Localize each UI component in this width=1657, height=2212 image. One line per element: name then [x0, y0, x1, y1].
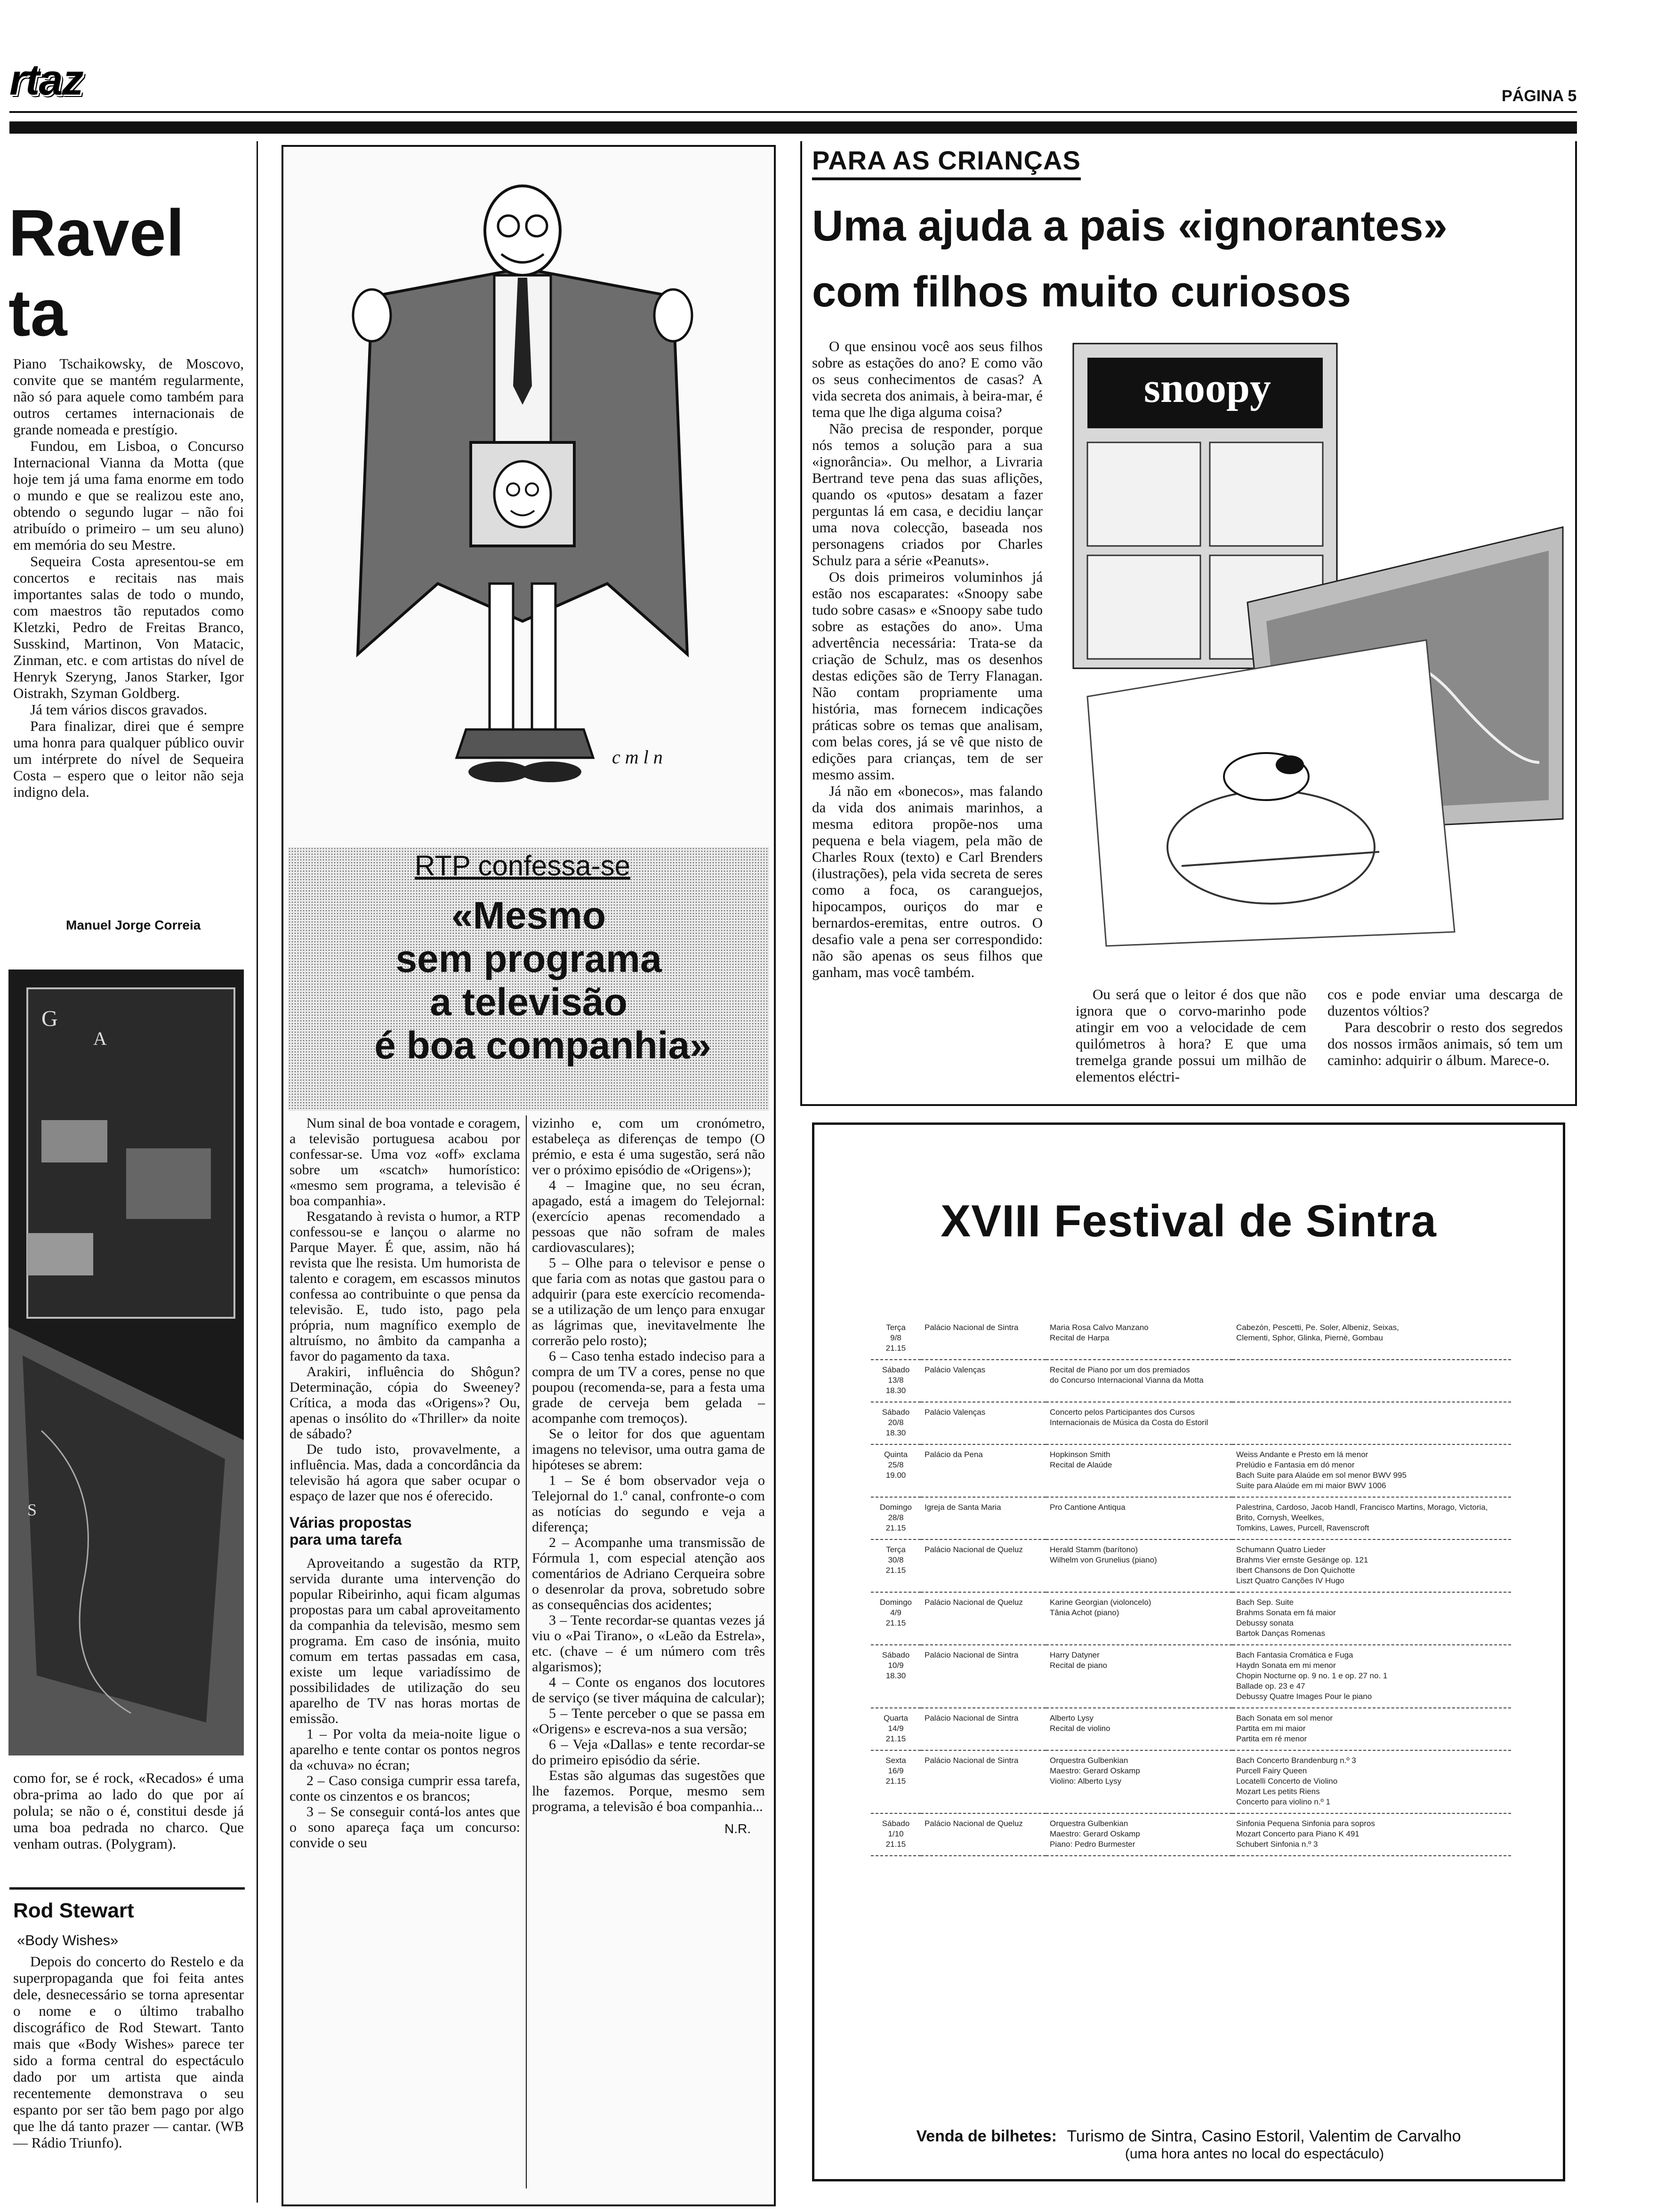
festival-performers — [1046, 1750, 1232, 1813]
festival-date — [871, 1360, 921, 1402]
festival-program — [1232, 1645, 1511, 1708]
festival-venue — [921, 1497, 1046, 1539]
svg-text:S: S — [27, 1500, 37, 1519]
festival-date-line: 18.30 — [885, 1671, 906, 1680]
festival-program — [1232, 1497, 1511, 1539]
festival-performers-line: Wilhelm von Grunelius (piano) — [1050, 1555, 1157, 1564]
festival-date-line: 21.15 — [885, 1523, 906, 1532]
left-paragraph: Piano Tschaikowsky, de Moscovo, convite que se mantém regularmente, não só para aquele como também para outros certames internacionais de grande nomeada e prestígio. — [13, 355, 244, 438]
rtp-headline — [288, 894, 769, 1067]
festival-program-line: Debussy Quatre Images Pour le piano — [1236, 1692, 1372, 1701]
festival-program-line: Mozart Concerto para Piano K 491 — [1236, 1829, 1359, 1838]
festival-program-line: Schubert Sinfonia n.º 3 — [1236, 1840, 1318, 1849]
festival-program — [1232, 1539, 1511, 1592]
festival-date — [871, 1813, 921, 1856]
festival-date-line: 21.15 — [885, 1619, 906, 1627]
festival-program — [1232, 1402, 1511, 1444]
rtp-paragraph: 1 – Por volta da meia-noite ligue o aparelho e tente contar os pontos negros da «chuva» no écran; — [290, 1726, 520, 1773]
cartoon-signature: c m l n — [612, 746, 663, 768]
festival-performers — [1046, 1444, 1232, 1497]
festival-performers-line: Internacionais de Música da Costa do Estoril — [1050, 1418, 1208, 1427]
festival-venue-line: Palácio da Pena — [925, 1450, 983, 1459]
festival-performers-line: Concerto pelos Participantes dos Cursos — [1050, 1408, 1195, 1417]
festival-program-line: Cabezón, Pescetti, Pe. Soler, Albeniz, Seixas, — [1236, 1323, 1399, 1332]
festival-program-line: Sinfonia Pequena Sinfonia para sopros — [1236, 1819, 1375, 1828]
festival-date-line: 21.15 — [885, 1734, 906, 1743]
rtp-column-divider — [526, 1115, 527, 2188]
festival-program-line: Mozart Les petits Riens — [1236, 1787, 1320, 1796]
festival-performers-line: Tânia Achot (piano) — [1050, 1608, 1119, 1617]
rtp-paragraph: Arakiri, influência do Shôgun? Determinação, cópia do Sweeney? Crítica, a moda das «Origens»? Ou, apenas o insólito do «Thriller» da noite de sábado? — [290, 1364, 520, 1442]
festival-schedule — [871, 1318, 1511, 1856]
festival-program-line: Bach Suite para Alaúde em sol menor BWV 995 — [1236, 1471, 1407, 1480]
festival-date-line: 1/10 — [888, 1829, 904, 1838]
festival-date — [871, 1402, 921, 1444]
festival-program-line: Bach Sonata em sol menor — [1236, 1714, 1333, 1723]
festival-venue-line: Palácio Nacional de Sintra — [925, 1756, 1019, 1765]
festival-program — [1232, 1708, 1511, 1750]
left-section-rule — [9, 1887, 245, 1890]
festival-program-line: Weiss Andante e Presto em lá menor — [1236, 1450, 1368, 1459]
festival-program-line: Bartok Danças Romenas — [1236, 1629, 1325, 1638]
rod-stewart-text: Depois do concerto do Restelo e da superpropaganda que foi feita antes dele, desnecessário se torna apresentar o nome e o último trabalho discográfico de Rod Stewart. Tanto mais que «Body Wishes» parece ter sido a forma central do espectáculo dado por um artista que ainda recentemente demonstrava o seu espanto por ser tão bem pago por algo que lhe dá tanto prazer — cantar. (WB — Rádio Triunfo). — [13, 1953, 244, 2151]
festival-performers-line: Recital de Piano por um dos premiados — [1050, 1365, 1190, 1374]
rod-stewart-heading: Rod Stewart — [13, 1899, 134, 1922]
festival-program-line: Palestrina, Cardoso, Jacob Handl, Francisco Martins, Morago, Victoria, Brito, Cornysh, Weelkes, — [1236, 1503, 1488, 1522]
svg-text:A: A — [93, 1028, 107, 1049]
festival-date — [871, 1444, 921, 1497]
festival-date-line: Quinta — [884, 1450, 908, 1459]
festival-venue-line: Palácio Valenças — [925, 1408, 986, 1417]
children-paragraph: Já não em «bonecos», mas falando da vida dos animais marinhos, a mesma editora propõe-nos uma pequena e bela viagem, pela mão de Charles Roux (texto) e Carl Brenders (ilustrações), pela vida secreta de seres como a foca, os caranguejos, hipocampos, ouriços do mar e bernardos-eremitas, entre outros. O desafio vale a pena ser correspondido: não são apenas os seus filhos que ganham, mas você também. — [812, 783, 1043, 980]
children-column-3 — [1327, 986, 1563, 1068]
rtp-paragraph: 4 – Conte os enganos dos locutores de serviço (se tiver máquina de calcular); — [532, 1675, 765, 1706]
festival-program-line: Partita em mi maior — [1236, 1724, 1306, 1733]
festival-program-line: Concerto para violino n.º 1 — [1236, 1797, 1330, 1806]
festival-venue — [921, 1750, 1046, 1813]
festival-performers — [1046, 1708, 1232, 1750]
festival-venue-line: Palácio Nacional de Queluz — [925, 1598, 1023, 1607]
svg-text:G: G — [41, 1006, 58, 1031]
left-paragraph: Já tem vários discos gravados. — [30, 701, 208, 718]
festival-performers — [1046, 1318, 1232, 1360]
festival-venue-line: Igreja de Santa Maria — [925, 1503, 1001, 1512]
festival-date-line: Terça — [886, 1545, 906, 1554]
festival-row — [871, 1645, 1511, 1708]
festival-program-line: Bach Fantasia Cromática e Fuga — [1236, 1651, 1353, 1659]
festival-date-line: Sábado — [882, 1819, 910, 1828]
festival-row — [871, 1750, 1511, 1813]
festival-date-line: Sábado — [882, 1651, 910, 1659]
snoopy-book-photo — [1069, 339, 1568, 951]
section-kicker: PARA AS CRIANÇAS — [812, 144, 1081, 180]
festival-row — [871, 1497, 1511, 1539]
festival-date — [871, 1708, 921, 1750]
rtp-paragraph: De tudo isto, provavelmente, a influência. Mas, dada a concordância da televisão há agora que saber ocupar o espaço de lazer que nos é oferecido. — [290, 1442, 520, 1504]
festival-date — [871, 1592, 921, 1645]
rtp-paragraph: 1 – Se é bom observador veja o Telejornal do 1.º canal, confronte-o com as notícias do segundo e veja a diferença; — [532, 1473, 765, 1535]
rtp-paragraph: Aproveitando a sugestão da RTP, servida durante uma intervenção do popular Ribeirinho, aqui ficam algumas propostas para um cabal aproveitamento da companhia da televisão, mesmo sem programa. Em caso de insónia, muito comum em tertas passadas em casa, existe um leque variadíssimo de possibilidades de utilização do seu aparelho de TV nas horas mortas de emissão. — [290, 1555, 520, 1726]
festival-date-line: 18.30 — [885, 1386, 906, 1395]
festival-date-line: 13/8 — [888, 1376, 904, 1385]
rtp-headline-line: a televisão — [430, 981, 627, 1024]
rtp-subheading: Várias propostas para uma tarefa — [290, 1514, 412, 1548]
festival-performers-line: Piano: Pedro Burmester — [1050, 1840, 1135, 1849]
festival-performers — [1046, 1402, 1232, 1444]
festival-venue-line: Palácio Nacional de Sintra — [925, 1651, 1019, 1659]
masthead-logo: rtaz — [9, 56, 83, 104]
festival-program — [1232, 1318, 1511, 1360]
festival-program-line: Purcell Fairy Queen — [1236, 1766, 1307, 1775]
festival-venue — [921, 1539, 1046, 1592]
festival-date-line: 16/9 — [888, 1766, 904, 1775]
festival-program-line: Liszt Quatro Canções IV Hugo — [1236, 1576, 1344, 1585]
festival-row — [871, 1402, 1511, 1444]
children-paragraph: Não precisa de responder, porque nós temos a solução para a sua «ignorância». Ou melhor, a Livraria Bertrand teve pena das suas aflições, quando os «putos» desatam a fazer perguntas lá em casa, e decidiu lançar uma nova colecção, baseada nos personagens criados por Charles Schulz para a série «Peanuts». — [812, 420, 1043, 569]
festival-program-line: Tomkins, Lawes, Purcell, Ravenscroft — [1236, 1523, 1369, 1532]
festival-performers-line: Recital de violino — [1050, 1724, 1110, 1733]
festival-performers-line: Hopkinson Smith — [1050, 1450, 1110, 1459]
snoopy-book-title: snoopy — [1143, 365, 1271, 411]
festival-program-line: Partita em ré menor — [1236, 1734, 1307, 1743]
rtp-paragraph: Se o leitor for dos que aguentam imagens no televisor, uma outra gama de hipóteses se abrem: — [532, 1426, 765, 1473]
festival-date — [871, 1318, 921, 1360]
festival-program-line: Haydn Sonata em mi menor — [1236, 1661, 1336, 1670]
festival-performers-line: Maria Rosa Calvo Manzano — [1050, 1323, 1149, 1332]
festival-venue-line: Palácio Nacional de Queluz — [925, 1545, 1023, 1554]
festival-performers-line: Maestro: Gerard Oskamp — [1050, 1829, 1140, 1838]
festival-schedule-table — [871, 1318, 1511, 1856]
rtp-headline-line: sem programa — [395, 938, 662, 980]
rtp-paragraph: Resgatando à revista o humor, a RTP confessou-se e lançou o alarme no Parque Mayer. É que, assim, não há revista que lhe resista. Um humorista de talento e coragem, em escassos minutos confessa ao contribuinte o que pensa da televisão. E, tudo isto, pago pela própria, num magnífico exemplo de altruísmo, no âmbito da campanha a favor do pagamento da taxa. — [290, 1209, 520, 1364]
rtp-paragraph: 4 – Imagine que, no seu écran, apagado, está a imagem do Telejornal: (exercício apenas recomendado a pessoas que não sofram de males cardiovasculares); — [532, 1178, 765, 1255]
festival-venue — [921, 1360, 1046, 1402]
page-number: PÁGINA 5 — [1502, 87, 1577, 105]
festival-performers — [1046, 1813, 1232, 1856]
tv-cartoon — [301, 160, 753, 819]
festival-program-line: Brahms Sonata em fá maior — [1236, 1608, 1336, 1617]
rtp-paragraph: 5 – Olhe para o televisor e pense o que faria com as notas que gastou para o adquirir (para este exercício recomenda-se a utilização de um lenço para enxugar as lágrimas que, inevitavelmente lhe correrão pelo rosto); — [532, 1255, 765, 1348]
festival-date — [871, 1645, 921, 1708]
festival-program — [1232, 1592, 1511, 1645]
festival-performers — [1046, 1592, 1232, 1645]
festival-performers-line: Herald Stamm (barítono) — [1050, 1545, 1138, 1554]
festival-program-line: Suite para Alaúde em mi maior BWV 1006 — [1236, 1481, 1386, 1490]
festival-venue — [921, 1708, 1046, 1750]
festival-venue-line: Palácio Valenças — [925, 1365, 986, 1374]
left-article-body — [13, 355, 244, 800]
festival-date-line: 14/9 — [888, 1724, 904, 1733]
rtp-headline-line: é boa companhia» — [374, 1024, 711, 1067]
left-headline-1: Ravel — [8, 196, 185, 270]
festival-date-line: Terça — [886, 1323, 906, 1332]
snoopy-books-illustration — [1069, 339, 1568, 951]
festival-row — [871, 1592, 1511, 1645]
festival-venue — [921, 1645, 1046, 1708]
festival-date-line: 4/9 — [890, 1608, 901, 1617]
man-with-tv-cartoon — [301, 160, 753, 819]
festival-program — [1232, 1750, 1511, 1813]
festival-date-line: Sábado — [882, 1365, 910, 1374]
festival-date-line: Domingo — [879, 1503, 912, 1512]
children-paragraph: Para descobrir o resto dos segredos dos nossos irmãos animais, só tem um caminho: adquirir o álbum. Marece-o. — [1327, 1019, 1563, 1068]
record-review-text: como for, se é rock, «Recados» é uma obra-prima ao lado do que por aí polula; se não o é, constitui desde já uma boa pedrada no charco. Que venham outras. (Polygram). — [13, 1770, 244, 1852]
children-column-2: Ou será que o leitor é dos que não ignora que o corvo-marinho pode atingir em voo a velocidade de cem quilómetros à hora? E que uma tremelga grande possui um milhão de elementos eléctri- — [1076, 986, 1306, 1085]
festival-program-line: Bach Sep. Suite — [1236, 1598, 1294, 1607]
festival-date-line: 20/8 — [888, 1418, 904, 1427]
festival-date-line: 28/8 — [888, 1513, 904, 1522]
festival-program-line: Brahms Vier ernste Gesänge op. 121 — [1236, 1555, 1368, 1564]
festival-program — [1232, 1813, 1511, 1856]
rtp-column-1 — [290, 1115, 520, 1851]
children-paragraph: Os dois primeiros voluminhos já estão nos escaparates: «Snoopy sabe tudo sobre casas» e «Snoopy sabe tudo sobre as estações do ano». Uma advertência necessária: Trata-se da criação de Schulz, mas os desenhos destas edições são de Terry Flanagan. Não contam propriamente uma história, mas fornecem indicações práticas sobre os temas que analisam, com belas cores, já se vê que nisto de edições para crianças, tem de ser mesmo assim. — [812, 569, 1043, 783]
festival-program-line: Clementi, Sphor, Glinka, Piernè, Gombau — [1236, 1333, 1383, 1342]
festival-program-line: Ibert Chansons de Don Quichotte — [1236, 1566, 1355, 1575]
album-cover-illustration — [8, 970, 244, 1755]
festival-performers-line: Violino: Alberto Lysy — [1050, 1777, 1122, 1786]
festival-venue — [921, 1318, 1046, 1360]
rtp-headline-line: «Mesmo — [451, 894, 606, 937]
rtp-paragraph: Num sinal de boa vontade e coragem, a televisão portuguesa acabou por confessar-se. Uma voz «off» exclama sobre um «scatch» humorístico: «mesmo sem programa, a televisão é boa companhia». — [290, 1115, 520, 1209]
festival-title: XVIII Festival de Sintra — [941, 1196, 1437, 1246]
festival-date-line: 9/8 — [890, 1333, 901, 1342]
festival-program-line: Chopin Nocturne op. 9 no. 1 e op. 27 no. 1 — [1236, 1671, 1388, 1680]
rtp-paragraph: 6 – Veja «Dallas» e tente recordar-se do primeiro episódio da série. — [532, 1737, 765, 1768]
rtp-paragraph: vizinho e, com um cronómetro, estabeleça as diferenças de tempo (O prémio, e esta é uma sugestão, será não ver o próximo episódio de «Origens»); — [532, 1115, 765, 1178]
festival-program-line: Prelúdio e Fantasia em dó menor — [1236, 1460, 1355, 1469]
festival-performers-line: Maestro: Gerard Oskamp — [1050, 1766, 1140, 1775]
festival-performers — [1046, 1645, 1232, 1708]
festival-date-line: Sexta — [885, 1756, 906, 1765]
festival-row — [871, 1708, 1511, 1750]
left-paragraph: Sequeira Costa apresentou-se em concertos e recitais nas mais importantes salas de todo o mundo, com maestros tão reputados como Kletzki, Pedro de Freitas Branco, Susskind, Martinon, Von Matacic, Zinman, etc. e com artistas do nível de Henryk Szeryng, Janos Starker, Igor Oistrakh, Szyman Goldberg. — [13, 553, 244, 701]
festival-venue — [921, 1813, 1046, 1856]
festival-date — [871, 1539, 921, 1592]
festival-venue-line: Palácio Nacional de Sintra — [925, 1714, 1019, 1723]
rtp-paragraph: Estas são algumas das sugestões que lhe fazemos. Porque, mesmo sem programa, a televisão é boa companhia... — [532, 1768, 765, 1814]
festival-venue — [921, 1444, 1046, 1497]
festival-performers-line: Karine Georgian (violoncelo) — [1050, 1598, 1151, 1607]
festival-performers-line: Orquestra Gulbenkian — [1050, 1756, 1128, 1765]
festival-date — [871, 1750, 921, 1813]
festival-date-line: 21.15 — [885, 1566, 906, 1575]
rtp-paragraph: 5 – Tente perceber o que se passa em «Origens» e escreva-nos a sua versão; — [532, 1706, 765, 1737]
festival-program-line: Debussy sonata — [1236, 1619, 1294, 1627]
festival-date-line: Domingo — [879, 1598, 912, 1607]
left-headline-2: ta — [8, 276, 67, 350]
festival-date — [871, 1497, 921, 1539]
festival-program-line: Schumann Quatro Lieder — [1236, 1545, 1326, 1554]
rtp-paragraph: 6 – Caso tenha estado indeciso para a compra de um TV a cores, pense no que poupou (recomenda-se, para a festa uma grade de cerveja bem gelada – acompanhe com tremoços). — [532, 1348, 765, 1426]
children-headline-2: com filhos muito curiosos — [812, 268, 1351, 316]
festival-venue-line: Palácio Nacional de Sintra — [925, 1323, 1019, 1332]
festival-performers-line: Pro Cantione Antiqua — [1050, 1503, 1126, 1512]
festival-row — [871, 1539, 1511, 1592]
festival-venue — [921, 1592, 1046, 1645]
festival-tickets — [812, 2127, 1565, 2163]
tickets-label: Venda de bilhetes: — [916, 2127, 1057, 2145]
festival-performers-line: Orquestra Gulbenkian — [1050, 1819, 1128, 1828]
festival-performers-line: do Concurso Internacional Vianna da Motta — [1050, 1376, 1204, 1385]
album-cover-image — [8, 970, 244, 1755]
festival-performers — [1046, 1360, 1232, 1402]
festival-program-line: Locatelli Concerto de Violino — [1236, 1777, 1338, 1786]
rtp-kicker: RTP confessa-se — [415, 850, 630, 882]
top-thick-rule — [9, 121, 1577, 134]
rtp-paragraph: 2 – Acompanhe uma transmissão de Fórmula 1, com especial atenção aos comentários de Adriano Cerqueira sobre o desenrolar da prova, sobretudo sobre as consequências dos acidentes; — [532, 1535, 765, 1612]
festival-date-line: Quarta — [884, 1714, 908, 1723]
festival-date-line: 30/8 — [888, 1555, 904, 1564]
festival-date-line: 19.00 — [885, 1471, 906, 1480]
festival-venue-line: Palácio Nacional de Queluz — [925, 1819, 1023, 1828]
rod-stewart-subheading: «Body Wishes» — [17, 1932, 119, 1948]
festival-performers-line: Recital de Alaúde — [1050, 1460, 1112, 1469]
festival-date-line: 21.15 — [885, 1777, 906, 1786]
rtp-paragraph: 3 – Tente recordar-se quantas vezes já viu o «Pai Tirano», o «Leão da Estrela», etc. (chave – é um número com três algarismos); — [532, 1612, 765, 1675]
rtp-initials: N.R. — [724, 1821, 751, 1836]
left-column-divider — [257, 141, 258, 2203]
festival-date-line: 21.15 — [885, 1840, 906, 1849]
festival-date-line: 18.30 — [885, 1428, 906, 1437]
festival-row — [871, 1318, 1511, 1360]
tickets-text: Turismo de Sintra, Casino Estoril, Valentim de Carvalho — [1067, 2127, 1461, 2145]
festival-program — [1232, 1360, 1511, 1402]
festival-performers-line: Recital de Harpa — [1050, 1333, 1110, 1342]
festival-row — [871, 1444, 1511, 1497]
festival-row — [871, 1360, 1511, 1402]
children-headline-1: Uma ajuda a pais «ignorantes» — [812, 202, 1448, 250]
festival-performers-line: Recital de piano — [1050, 1661, 1107, 1670]
festival-program-line: Ballade op. 23 e 47 — [1236, 1682, 1305, 1691]
festival-row — [871, 1813, 1511, 1856]
festival-program-line: Bach Concerto Brandenburg n.º 3 — [1236, 1756, 1356, 1765]
left-byline: Manuel Jorge Correia — [66, 918, 201, 932]
children-paragraph: O que ensinou você aos seus filhos sobre as estações do ano? E como vão os seus conhecimentos de casas? A vida secreta dos animais, à beira-mar, é tema que lhe diga alguma coisa? — [812, 338, 1043, 420]
festival-program — [1232, 1444, 1511, 1497]
left-paragraph: Para finalizar, direi que é sempre uma honra para qualquer público ouvir um intérprete do nível de Sequeira Costa – espero que o leitor não seja indigno dela. — [13, 718, 244, 800]
festival-date-line: 21.15 — [885, 1344, 906, 1353]
festival-performers — [1046, 1497, 1232, 1539]
festival-performers — [1046, 1539, 1232, 1592]
masthead-rule — [9, 111, 1577, 113]
festival-date-line: 10/9 — [888, 1661, 904, 1670]
children-paragraph: cos e pode enviar uma descarga de duzentos vóltios? — [1327, 986, 1563, 1019]
festival-venue — [921, 1402, 1046, 1444]
festival-performers-line: Harry Datyner — [1050, 1651, 1100, 1659]
festival-date-line: 25/8 — [888, 1460, 904, 1469]
rtp-column-2 — [532, 1115, 765, 1836]
festival-date-line: Sábado — [882, 1408, 910, 1417]
tickets-note: (uma hora antes no local do espectáculo) — [1125, 2146, 1384, 2162]
rtp-paragraph: 3 – Se conseguir contá-los antes que o sono apareça faça um concurso: convide o seu — [290, 1804, 520, 1851]
left-paragraph: Fundou, em Lisboa, o Concurso Internacional Vianna da Motta (que hoje tem já uma fama enorme em todo o mundo e que se realizou este ano, obtendo o segundo lugar – não foi atribuído o primeiro – um seu aluno) em memória do seu Mestre. — [13, 438, 244, 553]
festival-performers-line: Alberto Lysy — [1050, 1714, 1094, 1723]
rtp-paragraph: 2 – Caso consiga cumprir essa tarefa, conte os cinzentos e os brancos; — [290, 1773, 520, 1804]
children-column-1 — [812, 338, 1043, 980]
